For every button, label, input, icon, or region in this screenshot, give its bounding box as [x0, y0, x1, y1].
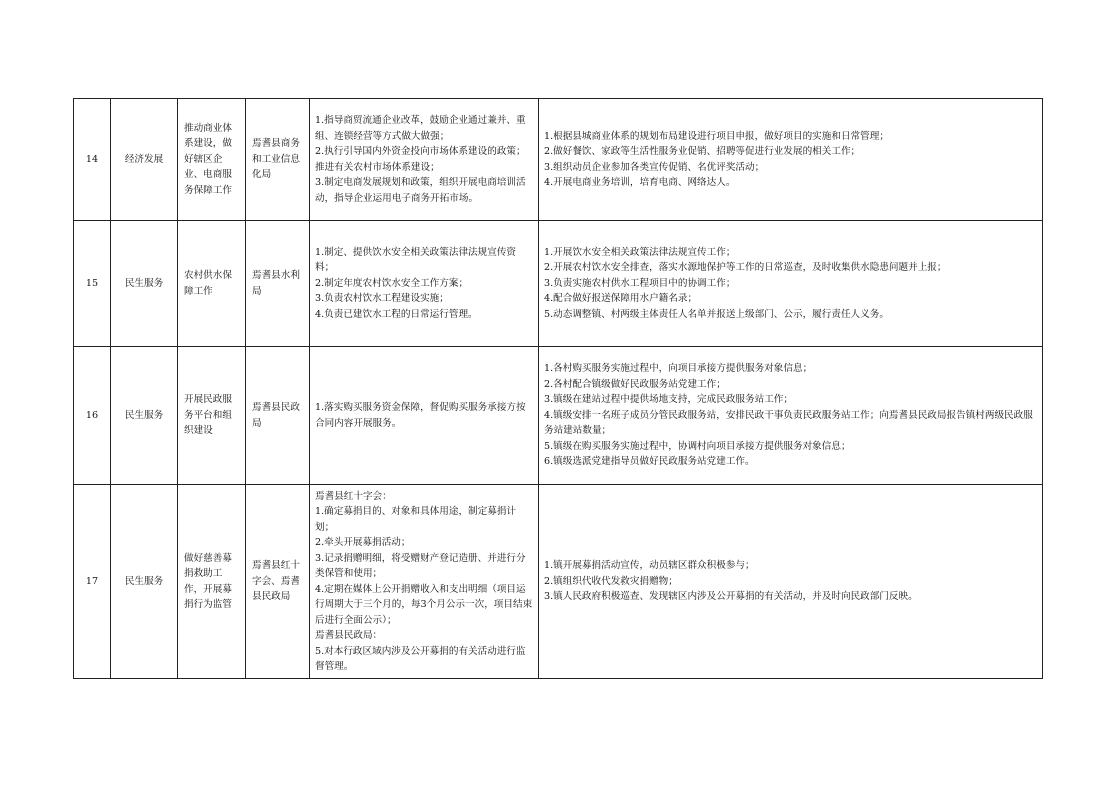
- row-item: 开展民政服务平台和组织建设: [178, 347, 246, 485]
- duty-line: 4.定期在媒体上公开捐赠收入和支出明细（项目运行周期大于三个月的，每3个月公示一次，项目结束后进行全面公示）；: [315, 583, 533, 626]
- duty-line: 1.确定募捐目的、对象和具体用途，制定募捐计划；: [315, 506, 517, 533]
- row-category: 民生服务: [111, 485, 178, 679]
- row-town-duty: [539, 221, 1043, 347]
- row-department: 焉耆县商务和工业信息化局: [246, 99, 310, 221]
- table-row: [74, 221, 1043, 347]
- duty-line: 4.开展电商业务培训，培育电商、网络达人。: [544, 177, 736, 188]
- row-number: 15: [74, 221, 111, 347]
- row-category: 民生服务: [111, 221, 178, 347]
- row-town-duty: [539, 99, 1043, 221]
- row-town-duty: [539, 485, 1043, 679]
- duty-line: 4.镇级安排一名班子成员分管民政服务站，安排民政干事负责民政服务站工作；向焉耆县民政局报告镇村两级民政服务站建站数量；: [544, 409, 1033, 437]
- duty-line: 1.根据县城商业体系的规划布局建设进行项目申报，做好项目的实施和日常管理；: [544, 130, 889, 142]
- table-row: [74, 99, 1043, 221]
- duty-line: 2.做好餐饮、家政等生活性服务业促销、招聘等促进行业发展的相关工作；: [544, 146, 861, 157]
- row-department-duty: [310, 99, 539, 221]
- row-department: 焉耆县红十字会、焉耆县民政局: [246, 485, 310, 679]
- duty-line: 3.镇级在建站过程中提供场地支持，完成民政服务站工作；: [544, 394, 793, 406]
- table-row: [74, 347, 1043, 485]
- row-item: 推动商业体系建设，做好辖区企业、电商服务保障工作: [178, 99, 246, 221]
- duty-line: 焉耆县民政局：: [315, 630, 383, 641]
- row-category: 经济发展: [111, 99, 178, 221]
- duty-line: 3.组织动员企业参加各类宣传促销、名优评奖活动；: [544, 161, 765, 173]
- duty-line: 5.对本行政区域内涉及公开募捐的有关活动进行监督管理。: [315, 645, 526, 672]
- duty-line: 5.动态调整镇、村两级主体责任人名单并报送上级部门、公示，履行责任人义务。: [544, 308, 889, 320]
- duty-line: 6.镇级选派党建指导员做好民政服务站党建工作。: [544, 456, 755, 468]
- row-category: 民生服务: [111, 347, 178, 485]
- duty-line: 2.镇组织代收代发救灾捐赠物；: [544, 575, 678, 587]
- duty-line: 1.各村购买服务实施过程中，向项目承接方提供服务对象信息；: [544, 363, 813, 375]
- duty-line: 1.落实购买服务资金保障，督促购买服务承接方按合同内容开展服务。: [315, 402, 526, 429]
- duty-line: 1.镇开展募捐活动宣传，动员辖区群众积极参与；: [544, 560, 755, 572]
- duty-line: 3.负责农村饮水工程建设实施；: [315, 293, 449, 305]
- duty-line: 1.开展饮水安全相关政策法律法规宣传工作；: [544, 246, 736, 258]
- duty-line: 2.制定年度农村饮水安全工作方案；: [315, 277, 469, 289]
- duty-line: 2.开展农村饮水安全排查，落实水源地保护等工作的日常巡查，及时收集供水隐患问题并上报；: [544, 262, 947, 274]
- row-department-duty: [310, 347, 539, 485]
- row-department-duty: [310, 485, 539, 679]
- table-row: [74, 485, 1043, 679]
- row-number: 16: [74, 347, 111, 485]
- duty-line: 3.记录捐赠明细，将受赠财产登记造册、并进行分类保管和使用；: [315, 552, 526, 579]
- row-department-duty: [310, 221, 539, 347]
- duty-line: 焉耆县红十字会：: [315, 490, 392, 502]
- duty-table: [73, 98, 1043, 679]
- row-town-duty: [539, 347, 1043, 485]
- duty-line: 3.负责实施农村供水工程项目中的协调工作；: [544, 277, 736, 289]
- duty-line: 3.镇人民政府积极巡查、发现辖区内涉及公开募捐的有关活动，并及时向民政部门反映。: [544, 591, 918, 603]
- duty-line: 3.制定电商发展规划和政策，组织开展电商培训活动，指导企业运用电子商务开拓市场。: [315, 177, 526, 204]
- row-number: 17: [74, 485, 111, 679]
- duty-line: 4.负责已建饮水工程的日常运行管理。: [315, 308, 478, 320]
- duty-line: 5.镇级在购买服务实施过程中，协调村向项目承接方提供服务对象信息；: [544, 440, 851, 452]
- duty-line: 4.配合做好报送保障用水户籍名录；: [544, 293, 698, 305]
- duty-line: 1.制定、提供饮水安全相关政策法律法规宣传资料；: [315, 246, 517, 274]
- duty-line: 1.指导商贸流通企业改革，鼓励企业通过兼并、重组、连锁经营等方式做大做强；: [315, 115, 526, 142]
- duty-line: 2.执行引导国内外资金投向市场体系建设的政策；推进有关农村市场体系建设；: [315, 146, 526, 173]
- duty-line: 2.牵头开展募捐活动；: [315, 537, 411, 548]
- row-department: 焉耆县民政局: [246, 347, 310, 485]
- row-department: 焉耆县水利局: [246, 221, 310, 347]
- row-item: 农村供水保障工作: [178, 221, 246, 347]
- row-number: 14: [74, 99, 111, 221]
- row-item: 做好慈善募捐救助工作，开展募捐行为监管: [178, 485, 246, 679]
- duty-line: 2.各村配合镇级做好民政服务站党建工作；: [544, 378, 726, 390]
